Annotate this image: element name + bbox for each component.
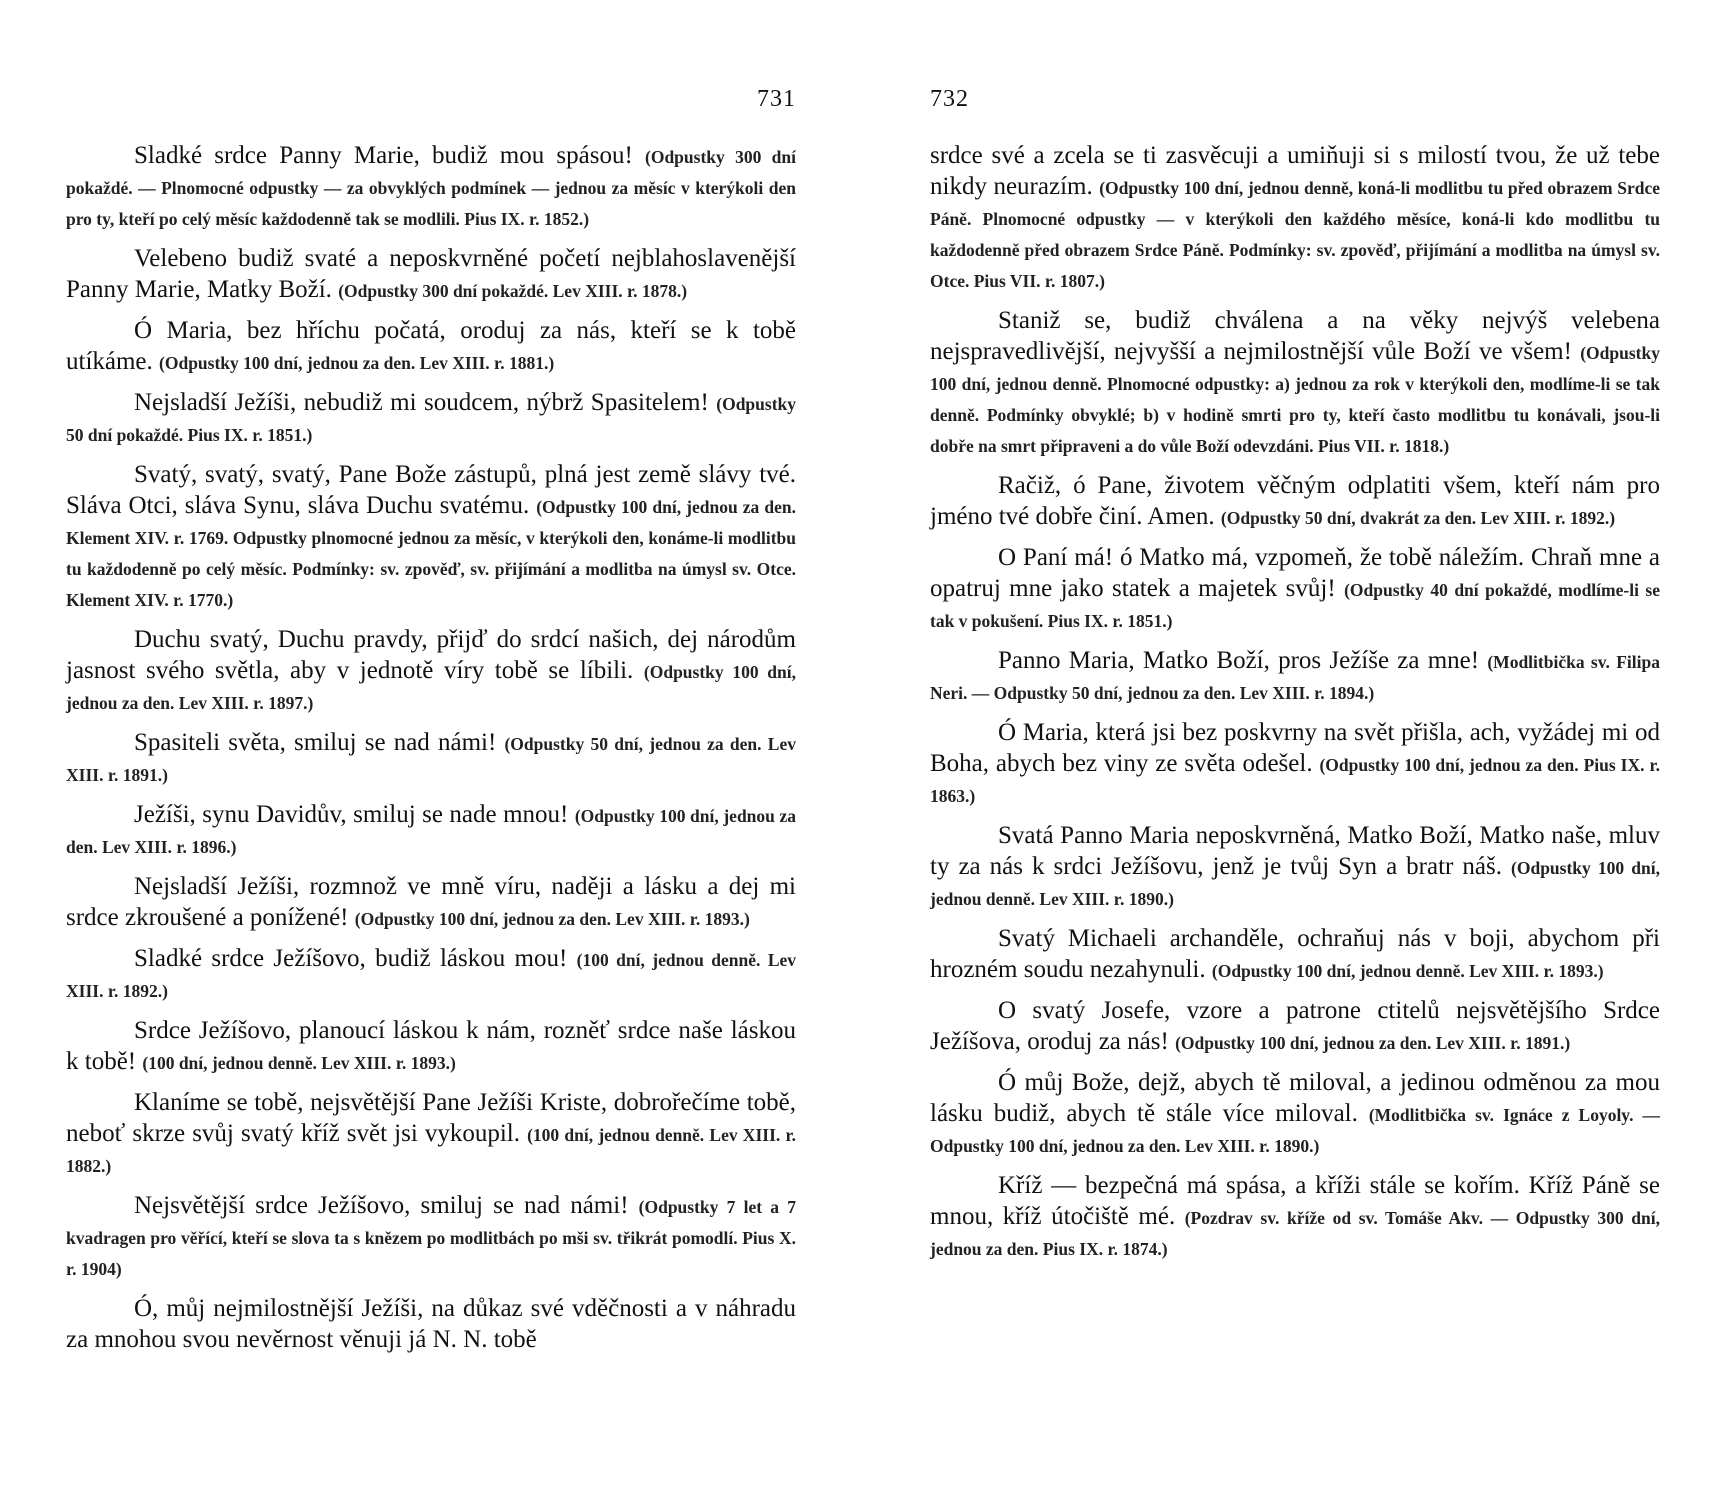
indulgence-note: (Odpustky 100 dní, jednou za den. Lev XIII. r. 1881.) [159, 353, 555, 373]
prayer-paragraph [930, 820, 1660, 913]
prayer-text: Staniž se, budiž chválena a na věky nejvýš velebena nejspravedlivější, nejvyšší a nejmilostnější vůle Boží ve všem! [930, 307, 1660, 365]
prayer-text: Ježíši, synu Davidův, smiluj se nade mnou! [134, 801, 569, 828]
indulgence-note: (Odpustky 7 let a 7 kvadragen pro věřící, kteří se slova ta s knězem po modlitbách po mši sv. třikrát pomodlí. Pius X. r. 1904) [66, 1197, 797, 1279]
prayer-text: Ó Maria, bez hříchu počatá, oroduj za nás, kteří se k tobě utíkáme. [66, 317, 796, 375]
prayer-paragraph [930, 717, 1660, 810]
prayer-text: Ó můj Bože, dejž, abych tě miloval, a jedinou odměnou za mou lásku budiž, abych tě stále více miloval. [930, 1069, 1660, 1127]
prayer-paragraph [930, 470, 1660, 532]
prayer-text: O svatý Josefe, vzore a patrone ctitelů nejsvětějšího Srdce Ježíšova, oroduj za nás! [930, 997, 1660, 1055]
prayer-text: Sladké srdce Panny Marie, budiž mou spásou! [134, 142, 633, 169]
prayer-text: Nejsladší Ježíši, rozmnož ve mně víru, naději a lásku a dej mi srdce zkroušené a ponížené! [66, 873, 796, 931]
prayer-paragraph [66, 943, 796, 1005]
prayer-paragraph [66, 799, 796, 861]
prayer-text: Ó, můj nejmilostnější Ježíši, na důkaz své vděčnosti a v náhradu za mnohou svou nevěrnost věnuji já N. N. tobě [66, 1295, 796, 1353]
prayer-text: O Paní má! ó Matko má, vzpomeň, že tobě náležím. Chraň mne a opatruj mne jako statek a majetek svůj! [930, 544, 1660, 602]
page-number: 731 [757, 86, 796, 112]
prayer-text: Klaníme se tobě, nejsvětější Pane Ježíši Kriste, dobrořečíme tobě, neboť skrze svůj svatý kříž svět jsi vykoupil. [66, 1089, 796, 1147]
prayer-paragraph [930, 305, 1660, 460]
prayer-text: Kříž — bezpečná má spása, a kříži stále se kořím. Kříž Páně se mnou, kříž útočiště mé. [930, 1172, 1660, 1230]
prayer-paragraph [66, 871, 796, 933]
prayer-paragraph [66, 387, 796, 449]
prayer-text: Spasiteli světa, smiluj se nad námi! [134, 729, 497, 756]
prayer-paragraph [66, 1087, 796, 1180]
indulgence-note: (Odpustky 100 dní, jednou denně, koná-li modlitbu tu před obrazem Srdce Páně. Plnomocné odpustky — v kterýkoli den každého měsíce, koná-li kdo modlitbu tu každodenně před obrazem Srdce Páně. Podmínky: sv. zpověď, přijímání a modlitba na úmysl sv. Otce. Pius VII. r. 1807.) [930, 178, 1660, 291]
prayer-paragraph [66, 315, 796, 377]
indulgence-note: (Odpustky 100 dní, jednou za den. Lev XIII. r. 1893.) [354, 909, 750, 929]
indulgence-note: (Odpustky 50 dní, jednou za den. Lev XIII. r. 1891.) [66, 734, 796, 785]
page-body [66, 140, 796, 1365]
page-number: 732 [930, 86, 969, 112]
indulgence-note: (Odpustky 50 dní, dvakrát za den. Lev XIII. r. 1892.) [1220, 508, 1616, 528]
prayer-text: Panno Maria, Matko Boží, pros Ježíše za mne! [998, 647, 1480, 674]
prayer-paragraph [930, 140, 1660, 295]
indulgence-note: (100 dní, jednou denně. Lev XIII. r. 1892.) [66, 950, 797, 1001]
indulgence-note: (100 dní, jednou denně. Lev XIII. r. 1893.) [142, 1053, 456, 1073]
prayer-paragraph [66, 1190, 796, 1283]
prayer-paragraph [66, 1015, 796, 1077]
prayer-text: Duchu svatý, Duchu pravdy, přijď do srdcí našich, dej národům jasnost svého světla, aby v jednotě víry tobě se líbili. [66, 626, 796, 684]
prayer-text: Srdce Ježíšovo, planoucí láskou k nám, rozněť srdce naše láskou k tobě! [66, 1017, 796, 1075]
page-body [930, 140, 1660, 1273]
indulgence-note: (Odpustky 100 dní, jednou denně. Lev XIII. r. 1890.) [930, 858, 1661, 909]
prayer-paragraph [66, 243, 796, 305]
prayer-text: Nejsvětější srdce Ježíšovo, smiluj se nad námi! [134, 1192, 629, 1219]
prayer-paragraph [66, 727, 796, 789]
indulgence-note: (Odpustky 100 dní, jednou za den. Pius IX. r. 1863.) [930, 755, 1661, 806]
indulgence-note: (Odpustky 100 dní, jednou za den. Lev XIII. r. 1891.) [1175, 1033, 1571, 1053]
indulgence-note: (Odpustky 100 dní, jednou za den. Lev XIII. r. 1897.) [66, 662, 796, 713]
prayer-text: Nejsladší Ježíši, nebudiž mi soudcem, nýbrž Spasitelem! [134, 389, 709, 416]
prayer-text: srdce své a zcela se ti zasvěcuji a umiňuji si s milostí tvou, že už tebe nikdy neurazím. [930, 142, 1660, 200]
prayer-text: Račiž, ó Pane, životem věčným odplatiti všem, kteří nám pro jméno tvé dobře činí. Amen. [930, 472, 1660, 530]
indulgence-note: (Odpustky 300 dní pokaždé. — Plnomocné odpustky — za obvyklých podmínek — jednou za měsíc v kterýkoli den pro ty, kteří po celý měsíc každodenně tak se modlili. Pius IX. r. 1852.) [66, 147, 796, 229]
prayer-paragraph [930, 542, 1660, 635]
prayer-paragraph [66, 459, 796, 614]
prayer-paragraph [66, 1293, 796, 1355]
indulgence-note: (Odpustky 300 dní pokaždé. Lev XIII. r. 1878.) [338, 281, 688, 301]
indulgence-note: (Odpustky 100 dní, jednou za den. Lev XIII. r. 1896.) [66, 806, 797, 857]
prayer-paragraph [930, 1067, 1660, 1160]
indulgence-note: (Odpustky 100 dní, jednou denně. Plnomocné odpustky: a) jednou za rok v kterýkoli den, modlíme-li se tak denně. Podmínky obvyklé; b) v hodině smrti pro ty, kteří často modlitbu tu konávali, jsou-li dobře na smrt připraveni a do vůle Boží odevzdáni. Pius VII. r. 1818.) [930, 343, 1660, 456]
prayer-paragraph [930, 923, 1660, 985]
prayer-paragraph [66, 624, 796, 717]
prayer-paragraph [66, 140, 796, 233]
prayer-text: Velebeno budiž svaté a neposkvrněné početí nejblahoslavenější Panny Marie, Matky Boží. [66, 245, 796, 303]
prayer-text: Svatý Michaeli archanděle, ochraňuj nás v boji, abychom při hrozném soudu nezahynuli. [930, 925, 1660, 983]
prayer-text: Svatý, svatý, svatý, Pane Bože zástupů, plná jest země slávy tvé. Sláva Otci, sláva Synu, sláva Duchu svatému. [66, 461, 796, 519]
indulgence-note: (Odpustky 50 dní pokaždé. Pius IX. r. 1851.) [66, 394, 797, 445]
indulgence-note: (Odpustky 100 dní, jednou za den. Klement XIV. r. 1769. Odpustky plnomocné jednou za měsíc, v kterýkoli den, konáme-li modlitbu tu každodenně po celý měsíc. Podmínky: sv. zpověď, sv. přijímání a modlitba na úmysl sv. Otce. Klement XIV. r. 1770.) [66, 497, 797, 610]
prayer-paragraph [930, 645, 1660, 707]
indulgence-note: (Odpustky 40 dní pokaždé, modlíme-li se tak v pokušení. Pius IX. r. 1851.) [930, 580, 1661, 631]
indulgence-note: (100 dní, jednou denně. Lev XIII. r. 1882.) [66, 1125, 797, 1176]
prayer-text: Sladké srdce Ježíšovo, budiž láskou mou! [134, 945, 568, 972]
indulgence-note: (Odpustky 100 dní, jednou denně. Lev XIII. r. 1893.) [1211, 961, 1604, 981]
indulgence-note: (Modlitbička sv. Ignáce z Loyoly. — Odpustky 100 dní, jednou za den. Lev XIII. r. 1890.) [930, 1105, 1661, 1156]
prayer-paragraph [930, 995, 1660, 1057]
prayer-text: Svatá Panno Maria neposkvrněná, Matko Boží, Matko naše, mluv ty za nás k srdci Ježíšovu, jenž je tvůj Syn a bratr náš. [930, 822, 1660, 880]
prayer-text: Ó Maria, která jsi bez poskvrny na svět přišla, ach, vyžádej mi od Boha, abych bez viny ze světa odešel. [930, 719, 1660, 777]
prayer-paragraph [930, 1170, 1660, 1263]
indulgence-note: (Pozdrav sv. kříže od sv. Tomáše Akv. — Odpustky 300 dní, jednou za den. Pius IX. r. 1874.) [930, 1208, 1660, 1259]
indulgence-note: (Modlitbička sv. Filipa Neri. — Odpustky 50 dní, jednou za den. Lev XIII. r. 1894.) [930, 652, 1661, 703]
